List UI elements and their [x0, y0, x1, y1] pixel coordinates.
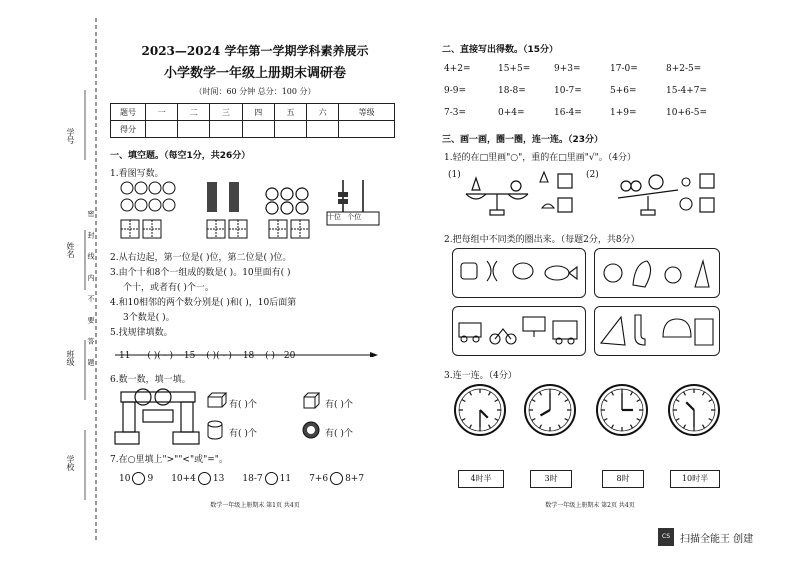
arith-item[interactable]: 9-9= — [444, 86, 467, 96]
number-line-blank[interactable]: ( )( — [147, 351, 161, 361]
score-cell[interactable] — [178, 121, 210, 138]
question-3-2: 2.把每组中不同类的圈出来。（每题2分，共8分） — [444, 235, 640, 245]
compare-circle[interactable] — [132, 472, 145, 485]
question-1-6: 6.数一数，填一填。 — [110, 375, 191, 385]
arith-item[interactable]: 7-3= — [444, 108, 467, 118]
exam-meta: （时间：60 分钟 总分：100 分） — [194, 87, 316, 96]
number-line-blank[interactable]: ( )( — [206, 351, 220, 361]
group-box-clothes[interactable] — [594, 306, 720, 356]
compare-left: 10 — [119, 473, 131, 484]
cuboid-icon — [205, 392, 227, 410]
arithmetic-grid — [444, 64, 726, 130]
compare-right: 13 — [212, 473, 225, 484]
arith-item[interactable]: 18-8= — [498, 86, 526, 96]
question-1-5: 5.找规律填数。 — [110, 328, 173, 338]
question-3-1: 1.轻的在□里画"○"，重的在□里画"√"。（4分） — [444, 153, 636, 163]
arith-row — [444, 108, 726, 130]
question-1-4-b: 3个数是( )。 — [123, 313, 175, 323]
arith-item[interactable]: 5+6= — [610, 86, 637, 96]
binding-label-name: 姓名 — [66, 242, 75, 258]
scanner-watermark — [658, 528, 753, 546]
clock-face[interactable] — [455, 385, 505, 435]
arith-row — [444, 64, 726, 86]
score-header-cell: 题号 — [111, 104, 146, 121]
score-cell[interactable] — [210, 121, 242, 138]
scanner-logo: CS — [658, 528, 674, 546]
clock-face[interactable] — [597, 385, 647, 435]
number-line-blank[interactable]: - ) — [163, 351, 174, 361]
score-row-label: 得分 — [111, 121, 146, 138]
arith-item[interactable]: 1+9= — [610, 108, 637, 118]
count-answer[interactable]: 有( )个 — [229, 429, 257, 439]
score-header-cell: 三 — [210, 104, 242, 121]
scale-label-2: (2) — [586, 170, 599, 180]
compare-right: 11 — [279, 473, 292, 484]
score-table — [110, 103, 395, 138]
compare-circle[interactable] — [265, 472, 278, 485]
arith-item[interactable]: 10-7= — [554, 86, 582, 96]
fruit-icon-group — [121, 182, 175, 211]
answer-box — [558, 198, 572, 212]
produce-icons — [595, 249, 719, 297]
balance-scales — [460, 168, 720, 220]
score-cell[interactable] — [307, 121, 339, 138]
compare-row — [119, 472, 364, 485]
clock-face[interactable] — [669, 385, 719, 435]
arith-item[interactable]: 10+6-5= — [666, 108, 708, 118]
cube-icon — [301, 392, 323, 410]
arith-item[interactable]: 0+4= — [498, 108, 525, 118]
exam-title: 2023—2024 学年第一学期学科素养展示 — [141, 44, 369, 58]
time-label-card[interactable]: 8时 — [602, 470, 644, 488]
answer-box — [700, 174, 714, 188]
score-header-cell: 五 — [274, 104, 306, 121]
exam-page-1 — [105, 0, 405, 561]
exam-subtitle: 小学数学一年级上册期末调研卷 — [163, 66, 346, 81]
answer-box — [558, 174, 572, 188]
number-line-blank[interactable]: ( ) — [265, 351, 276, 361]
clock-face[interactable] — [525, 385, 575, 435]
arith-row — [444, 86, 726, 108]
tens-place-label: 十位 — [327, 213, 341, 221]
count-answer[interactable]: 有( )个 — [325, 400, 353, 410]
compare-left: 18-7 — [242, 473, 263, 484]
section-1-heading: 一、填空题。（每空1分，共26分） — [110, 151, 251, 161]
number-line-label: 11 — [119, 351, 131, 361]
score-cell[interactable] — [146, 121, 178, 138]
cylinder-icon — [205, 420, 227, 440]
arith-item[interactable]: 16-4= — [554, 108, 582, 118]
number-line-blank[interactable]: - ) — [222, 351, 232, 361]
group-box-animals[interactable] — [452, 248, 586, 298]
question-1-1: 1.看图写数。 — [110, 169, 164, 179]
time-label-card[interactable]: 3时 — [530, 470, 572, 488]
score-header-cell: 等级 — [339, 104, 395, 121]
place-value-labels — [327, 212, 361, 222]
number-line-label: 18 — [242, 351, 255, 361]
compare-circle[interactable] — [330, 472, 343, 485]
time-label-card[interactable]: 10时半 — [670, 470, 720, 488]
binding-label-class: 班级 — [66, 350, 75, 366]
score-cell[interactable] — [339, 121, 395, 138]
clocks — [440, 380, 740, 440]
binding-label-student-no: 学号 — [66, 128, 75, 144]
arith-item[interactable]: 15+5= — [498, 64, 531, 74]
question-1-4-a: 4.和10相邻的两个数分别是( )和( )，10后面第 — [110, 298, 297, 308]
number-line-label: 15 — [183, 351, 196, 361]
ones-place-label: 个位 — [347, 213, 362, 221]
question-1-2: 2.从右边起，第一位是( )位，第二位是( )位。 — [110, 253, 292, 263]
page-footer: 数学一年级上册期末 第1页 共4页 — [210, 502, 300, 509]
block-figure — [113, 384, 203, 452]
section-3-heading: 三、画一画，圈一圈，连一连。（23分） — [442, 135, 604, 145]
binding-strip — [0, 0, 110, 561]
page-footer: 数学一年级上册期末 第2页 共4页 — [545, 502, 635, 509]
exam-page-2 — [440, 0, 740, 561]
question-3-3: 3.连一连。（4分） — [444, 371, 517, 381]
answer-box — [700, 198, 714, 212]
compare-right: 8+7 — [345, 473, 365, 484]
arith-item[interactable]: 4+2= — [444, 64, 471, 74]
clothing-icons — [595, 307, 719, 355]
binding-note: 密 封 线 内 不 要 答 题 — [87, 210, 95, 372]
number-line-label: 20 — [283, 351, 296, 361]
animal-icons — [453, 249, 585, 297]
group-box-vehicles[interactable] — [452, 306, 586, 356]
hour-hand — [480, 410, 488, 418]
binding-label-school: 学校 — [66, 455, 75, 471]
score-header-cell: 四 — [242, 104, 274, 121]
sphere-icon — [301, 420, 323, 440]
arith-item[interactable]: 15-4+7= — [666, 86, 708, 96]
scale-label-1: (1) — [448, 170, 461, 180]
arith-item[interactable]: 17-0= — [610, 64, 638, 74]
number-line-labels — [119, 351, 295, 361]
vehicle-icons — [453, 307, 585, 355]
arith-item[interactable]: 9+3= — [554, 64, 581, 74]
hour-hand — [540, 410, 550, 416]
arith-item[interactable]: 8+2-5= — [666, 64, 702, 74]
count-answer[interactable]: 有( )个 — [325, 429, 353, 439]
question-1-7: 7.在○里填上">""<"或"="。 — [110, 455, 228, 465]
compare-left: 7+6 — [309, 473, 329, 484]
score-header-cell: 一 — [146, 104, 178, 121]
group-box-produce[interactable] — [594, 248, 720, 298]
score-header-cell: 六 — [307, 104, 339, 121]
count-answer[interactable]: 有( )个 — [229, 400, 257, 410]
compare-circle[interactable] — [198, 472, 211, 485]
time-label-card[interactable]: 4时半 — [458, 470, 504, 488]
score-cell[interactable] — [242, 121, 274, 138]
watermark-text: 扫描全能王 创建 — [680, 533, 754, 545]
section-2-heading: 二、直接写出得数。（15分） — [442, 45, 559, 55]
score-table-row — [111, 121, 395, 138]
hour-hand — [686, 402, 694, 410]
question-1-3-a: 3.由个十和8个一组成的数是( )。10里面有( ) — [110, 268, 291, 278]
question-1-3-b: 个十，或者有( )个一。 — [123, 283, 214, 293]
compare-left: 10+4 — [171, 473, 196, 484]
compare-right: 9 — [147, 473, 154, 484]
score-header-cell: 二 — [178, 104, 210, 121]
score-table-header — [111, 104, 395, 121]
score-cell[interactable] — [274, 121, 306, 138]
